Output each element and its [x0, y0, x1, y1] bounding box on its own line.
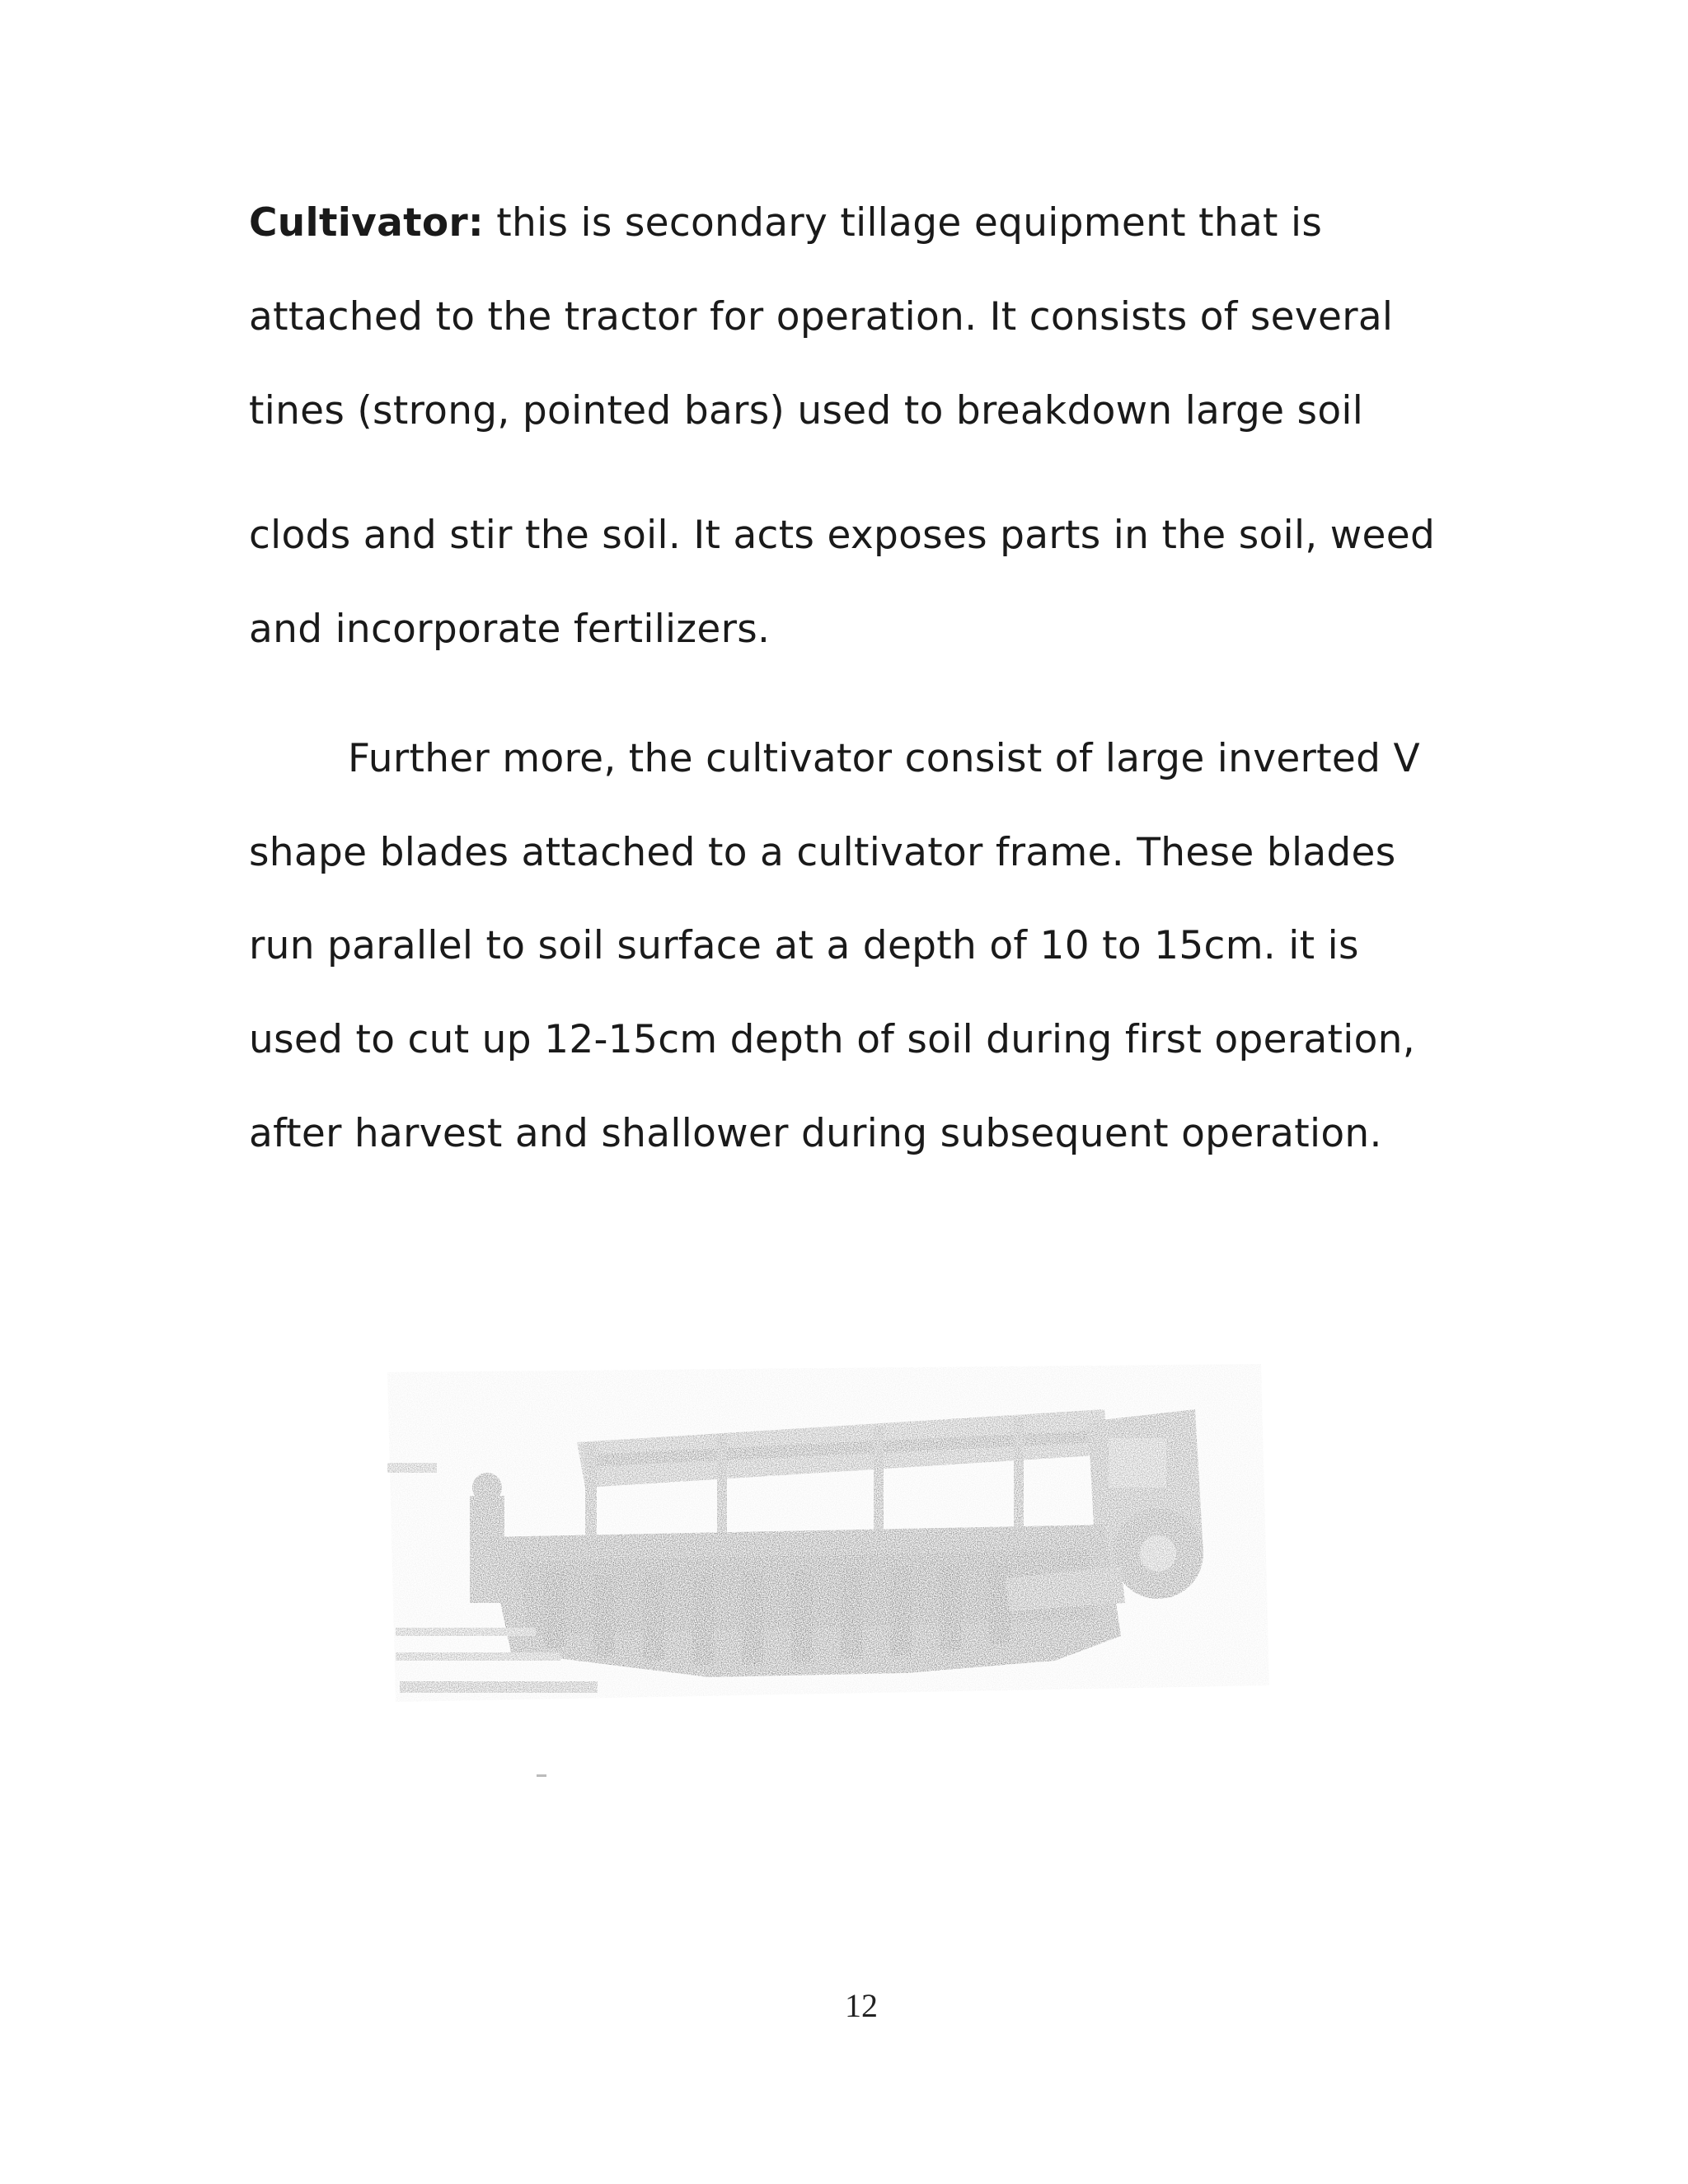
- paragraph-2-line-4: used to cut up 12-15cm depth of soil during first operation,: [249, 1017, 1416, 1062]
- paragraph-1-line-2: attached to the tractor for operation. It consists of several: [249, 294, 1394, 340]
- paragraph-2-line-2: shape blades attached to a cultivator frame. These blades: [249, 830, 1396, 875]
- stray-mark: [537, 1774, 546, 1777]
- paragraph-1-line-1: [249, 199, 1322, 248]
- paragraph-2-line-3: run parallel to soil surface at a depth of 10 to 15cm. it is: [249, 923, 1359, 968]
- page-number: 12: [845, 1987, 878, 2024]
- cultivator-photo: [379, 1364, 1269, 1776]
- paragraph-2-line-1: Further more, the cultivator consist of large inverted V: [348, 736, 1420, 781]
- term-heading: Cultivator:: [249, 200, 485, 246]
- paragraph-1-line-4: clods and stir the soil. It acts exposes parts in the soil, weed: [249, 513, 1436, 558]
- paragraph-1-line-3: tines (strong, pointed bars) used to breakdown large soil: [249, 388, 1364, 434]
- paragraph-1-line-5: and incorporate fertilizers.: [249, 607, 771, 652]
- paragraph-2-line-5: after harvest and shallower during subsequent operation.: [249, 1111, 1382, 1156]
- paragraph-1-line-1-text: this is secondary tillage equipment that is: [484, 200, 1323, 246]
